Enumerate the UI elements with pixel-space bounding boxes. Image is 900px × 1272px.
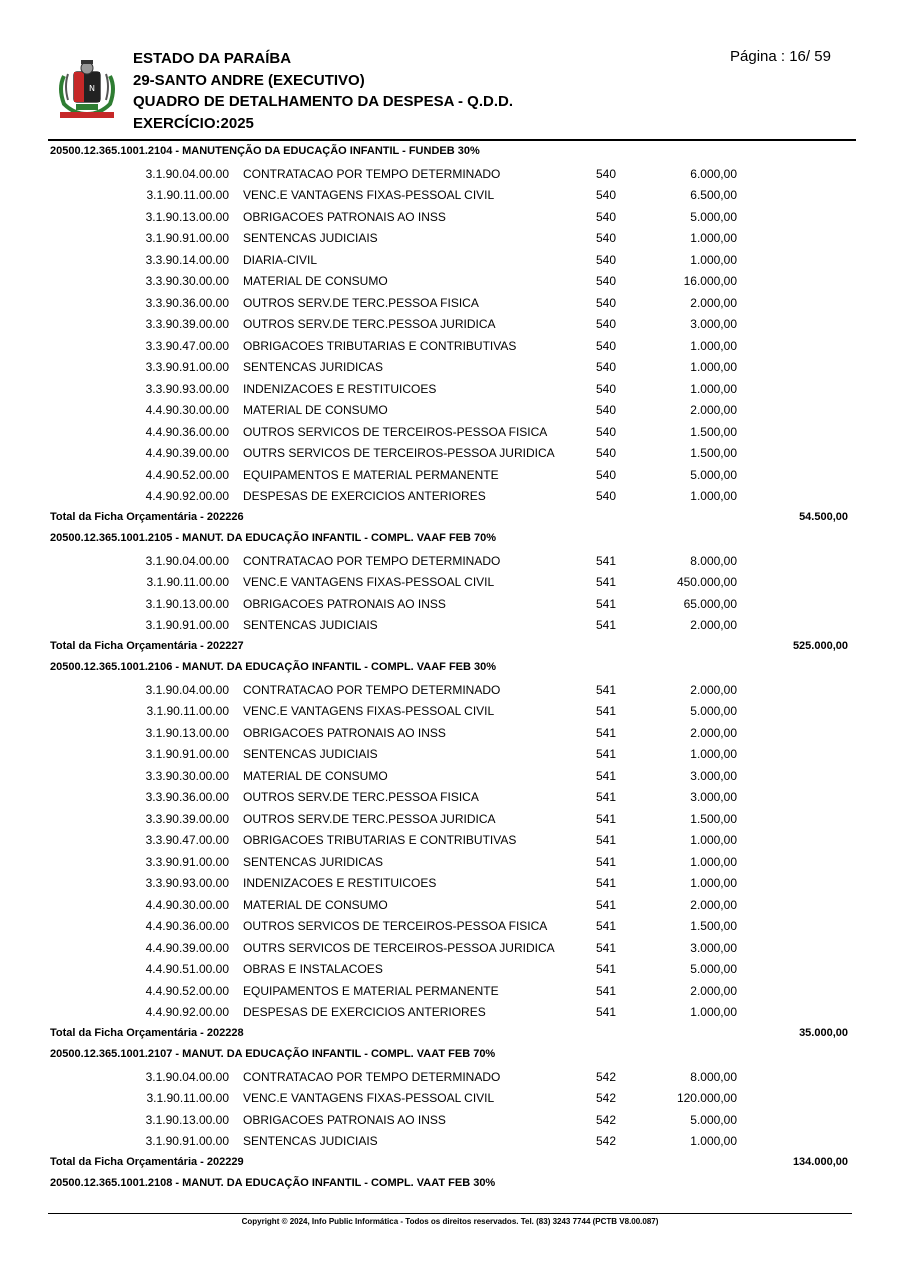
resource-source: 542 [596, 1112, 617, 1127]
expense-description: OBRAS E INSTALACOES [243, 962, 383, 976]
expense-description: CONTRATACAO POR TEMPO DETERMINADO [243, 1069, 501, 1084]
expense-amount: 2.000,00 [690, 983, 737, 998]
resource-source: 540 [596, 381, 617, 396]
expense-description: MATERIAL DE CONSUMO [243, 274, 388, 288]
expense-description: INDENIZACOES E RESTITUICOES [243, 876, 437, 890]
resource-source: 540 [596, 403, 617, 417]
expense-code: 4.4.90.51.00.00 [145, 962, 229, 976]
expense-description: VENC.E VANTAGENS FIXAS-PESSOAL CIVIL [243, 188, 495, 202]
expense-item-row [0, 1065, 900, 1087]
expense-code: 4.4.90.36.00.00 [145, 919, 229, 933]
expense-code: 3.3.90.91.00.00 [145, 854, 229, 869]
expense-code: 3.1.90.04.00.00 [145, 1069, 229, 1084]
expense-description: VENC.E VANTAGENS FIXAS-PESSOAL CIVIL [243, 1091, 495, 1105]
expense-code: 3.1.90.04.00.00 [145, 682, 229, 697]
expense-amount: 6.000,00 [690, 166, 737, 181]
expense-amount: 3.000,00 [690, 768, 737, 783]
expense-item-row [0, 420, 900, 442]
expense-code: 4.4.90.39.00.00 [145, 446, 229, 460]
resource-source: 541 [596, 596, 617, 611]
budget-sheet-total-row [0, 1151, 900, 1173]
expense-code: 3.3.90.36.00.00 [145, 295, 229, 310]
expense-code: 3.3.90.47.00.00 [145, 833, 229, 847]
expense-item-row [0, 484, 900, 506]
expense-description: CONTRATACAO POR TEMPO DETERMINADO [243, 166, 501, 181]
expense-description: OUTRS SERVICOS DE TERCEIROS-PESSOA JURIDICA [243, 446, 555, 460]
action-section-header [0, 140, 900, 162]
footer-divider [48, 1213, 852, 1214]
resource-source: 540 [596, 274, 617, 288]
expense-amount: 8.000,00 [690, 553, 737, 568]
section-title: 20500.12.365.1001.2105 - MANUT. DA EDUCAÇÃO INFANTIL - COMPL. VAAF FEB 70% [50, 532, 497, 544]
expense-description: CONTRATACAO POR TEMPO DETERMINADO [243, 682, 501, 697]
expense-description: OBRIGACOES PATRONAIS AO INSS [243, 725, 446, 740]
expense-code: 3.3.90.39.00.00 [145, 811, 229, 826]
resource-source: 540 [596, 424, 617, 439]
expense-code: 3.3.90.14.00.00 [145, 252, 229, 267]
resource-source: 540 [596, 166, 617, 181]
expense-detail-table [0, 140, 900, 1194]
expense-code: 3.1.90.04.00.00 [145, 553, 229, 568]
expense-item-row [0, 355, 900, 377]
expense-amount: 1.500,00 [690, 811, 737, 826]
expense-amount: 1.000,00 [690, 854, 737, 869]
total-value: 134.000,00 [792, 1155, 848, 1168]
resource-source: 541 [596, 811, 617, 826]
resource-source: 541 [596, 962, 617, 976]
expense-description: INDENIZACOES E RESTITUICOES [243, 381, 437, 396]
expense-amount: 16.000,00 [683, 274, 737, 288]
resource-source: 541 [596, 983, 617, 998]
expense-code: 4.4.90.52.00.00 [145, 983, 229, 998]
resource-source: 541 [596, 919, 617, 933]
resource-source: 541 [596, 940, 617, 955]
total-label: Total da Ficha Orçamentária - 202228 [50, 1026, 244, 1039]
section-title: 20500.12.365.1001.2104 - MANUTENÇÃO DA EDUCAÇÃO INFANTIL - FUNDEB 30% [50, 145, 480, 157]
total-value: 525.000,00 [792, 639, 848, 652]
expense-item-row [0, 570, 900, 592]
expense-description: OUTROS SERV.DE TERC.PESSOA FISICA [243, 295, 479, 310]
expense-description: OUTROS SERV.DE TERC.PESSOA JURIDICA [243, 811, 496, 826]
expense-amount: 3.000,00 [690, 790, 737, 804]
expense-code: 3.1.90.11.00.00 [146, 704, 229, 718]
expense-item-row [0, 1129, 900, 1151]
expense-description: DIARIA-CIVIL [243, 252, 318, 267]
expense-code: 3.3.90.93.00.00 [145, 381, 229, 396]
action-section-header [0, 527, 900, 549]
resource-source: 540 [596, 295, 617, 310]
expense-item-row [0, 592, 900, 614]
budget-sheet-total-row [0, 1022, 900, 1044]
expense-amount: 120.000,00 [676, 1091, 737, 1105]
resource-source: 541 [596, 682, 617, 697]
expense-amount: 2.000,00 [690, 897, 737, 912]
expense-item-row [0, 721, 900, 743]
expense-code: 3.1.90.13.00.00 [145, 725, 229, 740]
expense-description: SENTENCAS JUDICIAIS [243, 231, 378, 245]
resource-source: 541 [596, 1005, 617, 1019]
expense-item-row [0, 463, 900, 485]
section-title: 20500.12.365.1001.2108 - MANUT. DA EDUCAÇÃO INFANTIL - COMPL. VAAT FEB 30% [50, 1177, 496, 1189]
expense-description: SENTENCAS JURIDICAS [243, 360, 384, 374]
expense-code: 4.4.90.92.00.00 [145, 489, 229, 503]
section-title: 20500.12.365.1001.2107 - MANUT. DA EDUCAÇÃO INFANTIL - COMPL. VAAT FEB 70% [50, 1048, 496, 1060]
copyright-footer: Copyright © 2024, Info Public Informática - Todos os direitos reservados. Tel. (83) 3243 7744 (PCTB V8.00.087) [241, 1217, 659, 1226]
expense-item-row [0, 441, 900, 463]
expense-item-row [0, 1108, 900, 1130]
expense-amount: 1.000,00 [690, 252, 737, 267]
action-section-header [0, 1172, 900, 1194]
expense-description: VENC.E VANTAGENS FIXAS-PESSOAL CIVIL [243, 704, 495, 718]
report-title: QUADRO DE DETALHAMENTO DA DESPESA - Q.D.D. [133, 93, 514, 110]
resource-source: 541 [596, 575, 617, 589]
action-section-header [0, 656, 900, 678]
expense-code: 3.3.90.30.00.00 [145, 274, 229, 288]
section-title: 20500.12.365.1001.2106 - MANUT. DA EDUCAÇÃO INFANTIL - COMPL. VAAF FEB 30% [50, 661, 497, 673]
expense-amount: 5.000,00 [690, 962, 737, 976]
expense-item-row [0, 914, 900, 936]
state-name: ESTADO DA PARAÍBA [133, 50, 292, 67]
expense-code: 3.3.90.47.00.00 [145, 338, 229, 353]
resource-source: 541 [596, 876, 617, 890]
expense-amount: 2.000,00 [690, 682, 737, 697]
expense-amount: 1.000,00 [690, 360, 737, 374]
expense-amount: 3.000,00 [690, 940, 737, 955]
expense-description: OUTROS SERVICOS DE TERCEIROS-PESSOA FISICA [243, 919, 548, 933]
expense-amount: 1.000,00 [690, 833, 737, 847]
expense-code: 3.1.90.13.00.00 [145, 596, 229, 611]
expense-item-row [0, 205, 900, 227]
expense-item-row [0, 613, 900, 635]
expense-description: SENTENCAS JURIDICAS [243, 854, 384, 869]
expense-code: 3.3.90.93.00.00 [145, 876, 229, 890]
fiscal-year: EXERCÍCIO:2025 [133, 114, 254, 132]
expense-item-row [0, 699, 900, 721]
expense-amount: 1.000,00 [690, 1134, 737, 1148]
resource-source: 540 [596, 252, 617, 267]
expense-code: 3.1.90.91.00.00 [145, 618, 229, 632]
expense-description: OBRIGACOES TRIBUTARIAS E CONTRIBUTIVAS [243, 833, 517, 847]
expense-code: 4.4.90.30.00.00 [145, 403, 229, 417]
resource-source: 540 [596, 338, 617, 353]
expense-item-row [0, 162, 900, 184]
expense-amount: 5.000,00 [690, 704, 737, 718]
expense-item-row [0, 979, 900, 1001]
resource-source: 542 [596, 1134, 617, 1148]
expense-description: OBRIGACOES PATRONAIS AO INSS [243, 209, 446, 224]
total-label: Total da Ficha Orçamentária - 202229 [50, 1155, 244, 1168]
expense-description: EQUIPAMENTOS E MATERIAL PERMANENTE [243, 467, 499, 482]
resource-source: 540 [596, 231, 617, 245]
expense-amount: 2.000,00 [690, 403, 737, 417]
expense-amount: 2.000,00 [690, 295, 737, 310]
expense-amount: 5.000,00 [690, 209, 737, 224]
expense-item-row [0, 248, 900, 270]
expense-code: 3.3.90.91.00.00 [145, 360, 229, 374]
expense-item-row [0, 226, 900, 248]
expense-item-row [0, 312, 900, 334]
expense-code: 3.3.90.36.00.00 [145, 790, 229, 804]
expense-description: OBRIGACOES PATRONAIS AO INSS [243, 596, 446, 611]
expense-code: 3.1.90.11.00.00 [146, 575, 229, 589]
resource-source: 542 [596, 1091, 617, 1105]
total-value: 54.500,00 [799, 510, 848, 523]
expense-code: 3.1.90.11.00.00 [146, 1091, 229, 1105]
expense-item-row [0, 291, 900, 313]
expense-code: 4.4.90.92.00.00 [145, 1005, 229, 1019]
expense-amount: 1.000,00 [690, 489, 737, 503]
expense-amount: 2.000,00 [690, 725, 737, 740]
expense-description: MATERIAL DE CONSUMO [243, 768, 388, 783]
expense-amount: 1.500,00 [690, 446, 737, 460]
expense-description: MATERIAL DE CONSUMO [243, 897, 388, 912]
expense-amount: 1.000,00 [690, 876, 737, 890]
resource-source: 541 [596, 790, 617, 804]
expense-description: VENC.E VANTAGENS FIXAS-PESSOAL CIVIL [243, 575, 495, 589]
expense-amount: 1.000,00 [690, 747, 737, 761]
expense-amount: 8.000,00 [690, 1069, 737, 1084]
expense-description: DESPESAS DE EXERCICIOS ANTERIORES [243, 1005, 486, 1019]
state-coat-of-arms-icon [54, 58, 120, 120]
expense-code: 4.4.90.36.00.00 [145, 424, 229, 439]
expense-amount: 6.500,00 [690, 188, 737, 202]
resource-source: 541 [596, 725, 617, 740]
expense-item-row [0, 807, 900, 829]
resource-source: 541 [596, 618, 617, 632]
expense-amount: 1.000,00 [690, 381, 737, 396]
header-title-block [133, 48, 513, 134]
expense-amount: 1.000,00 [690, 1005, 737, 1019]
expense-code: 3.1.90.13.00.00 [145, 1112, 229, 1127]
budget-sheet-total-row [0, 506, 900, 528]
expense-description: OUTRS SERVICOS DE TERCEIROS-PESSOA JURIDICA [243, 940, 555, 955]
expense-description: SENTENCAS JUDICIAIS [243, 1134, 378, 1148]
expense-item-row [0, 893, 900, 915]
expense-description: OBRIGACOES PATRONAIS AO INSS [243, 1112, 446, 1127]
expense-item-row [0, 785, 900, 807]
resource-source: 540 [596, 446, 617, 460]
expense-code: 3.1.90.91.00.00 [145, 1134, 229, 1148]
resource-source: 540 [596, 467, 617, 482]
expense-description: SENTENCAS JUDICIAIS [243, 747, 378, 761]
resource-source: 540 [596, 209, 617, 224]
expense-item-row [0, 334, 900, 356]
resource-source: 541 [596, 833, 617, 847]
expense-amount: 450.000,00 [676, 575, 737, 589]
total-label: Total da Ficha Orçamentária - 202226 [50, 510, 244, 523]
expense-description: OUTROS SERVICOS DE TERCEIROS-PESSOA FISICA [243, 424, 548, 439]
expense-code: 3.3.90.39.00.00 [145, 317, 229, 331]
resource-source: 540 [596, 360, 617, 374]
svg-text:N: N [89, 84, 95, 93]
resource-source: 540 [596, 489, 617, 503]
resource-source: 541 [596, 854, 617, 869]
expense-item-row [0, 183, 900, 205]
expense-code: 4.4.90.30.00.00 [145, 897, 229, 912]
expense-item-row [0, 1086, 900, 1108]
expense-code: 3.3.90.30.00.00 [145, 768, 229, 783]
expense-item-row [0, 377, 900, 399]
report-header [0, 0, 900, 140]
resource-source: 541 [596, 768, 617, 783]
expense-amount: 5.000,00 [690, 467, 737, 482]
resource-source: 541 [596, 704, 617, 718]
resource-source: 541 [596, 897, 617, 912]
expense-item-row [0, 850, 900, 872]
expense-description: OUTROS SERV.DE TERC.PESSOA JURIDICA [243, 317, 496, 331]
expense-amount: 1.500,00 [690, 424, 737, 439]
expense-description: OBRIGACOES TRIBUTARIAS E CONTRIBUTIVAS [243, 338, 517, 353]
expense-description: MATERIAL DE CONSUMO [243, 403, 388, 417]
expense-amount: 65.000,00 [683, 596, 737, 611]
resource-source: 541 [596, 553, 617, 568]
expense-item-row [0, 678, 900, 700]
expense-description: DESPESAS DE EXERCICIOS ANTERIORES [243, 489, 486, 503]
resource-source: 542 [596, 1069, 617, 1084]
expense-item-row [0, 764, 900, 786]
total-value: 35.000,00 [799, 1026, 848, 1039]
expense-code: 3.1.90.91.00.00 [145, 747, 229, 761]
expense-description: OUTROS SERV.DE TERC.PESSOA FISICA [243, 790, 479, 804]
expense-code: 4.4.90.39.00.00 [145, 940, 229, 955]
expense-code: 3.1.90.91.00.00 [145, 231, 229, 245]
expense-description: CONTRATACAO POR TEMPO DETERMINADO [243, 553, 501, 568]
expense-amount: 5.000,00 [690, 1112, 737, 1127]
resource-source: 540 [596, 317, 617, 331]
expense-item-row [0, 269, 900, 291]
page-number: Página : 16/ 59 [730, 48, 831, 65]
expense-code: 3.1.90.04.00.00 [145, 166, 229, 181]
expense-code: 4.4.90.52.00.00 [145, 467, 229, 482]
entity-name: 29-SANTO ANDRE (EXECUTIVO) [133, 71, 365, 89]
expense-amount: 1.000,00 [690, 338, 737, 353]
expense-item-row [0, 398, 900, 420]
expense-amount: 1.500,00 [690, 919, 737, 933]
expense-item-row [0, 957, 900, 979]
expense-description: SENTENCAS JUDICIAIS [243, 618, 378, 632]
total-label: Total da Ficha Orçamentária - 202227 [50, 639, 244, 652]
expense-description: EQUIPAMENTOS E MATERIAL PERMANENTE [243, 983, 499, 998]
expense-amount: 1.000,00 [690, 231, 737, 245]
budget-sheet-total-row [0, 635, 900, 657]
action-section-header [0, 1043, 900, 1065]
resource-source: 541 [596, 747, 617, 761]
expense-amount: 2.000,00 [690, 618, 737, 632]
expense-item-row [0, 549, 900, 571]
expense-item-row [0, 742, 900, 764]
expense-item-row [0, 871, 900, 893]
expense-amount: 3.000,00 [690, 317, 737, 331]
expense-code: 3.1.90.11.00.00 [146, 188, 229, 202]
expense-item-row [0, 1000, 900, 1022]
expense-item-row [0, 936, 900, 958]
resource-source: 540 [596, 188, 617, 202]
expense-item-row [0, 828, 900, 850]
expense-code: 3.1.90.13.00.00 [145, 209, 229, 224]
